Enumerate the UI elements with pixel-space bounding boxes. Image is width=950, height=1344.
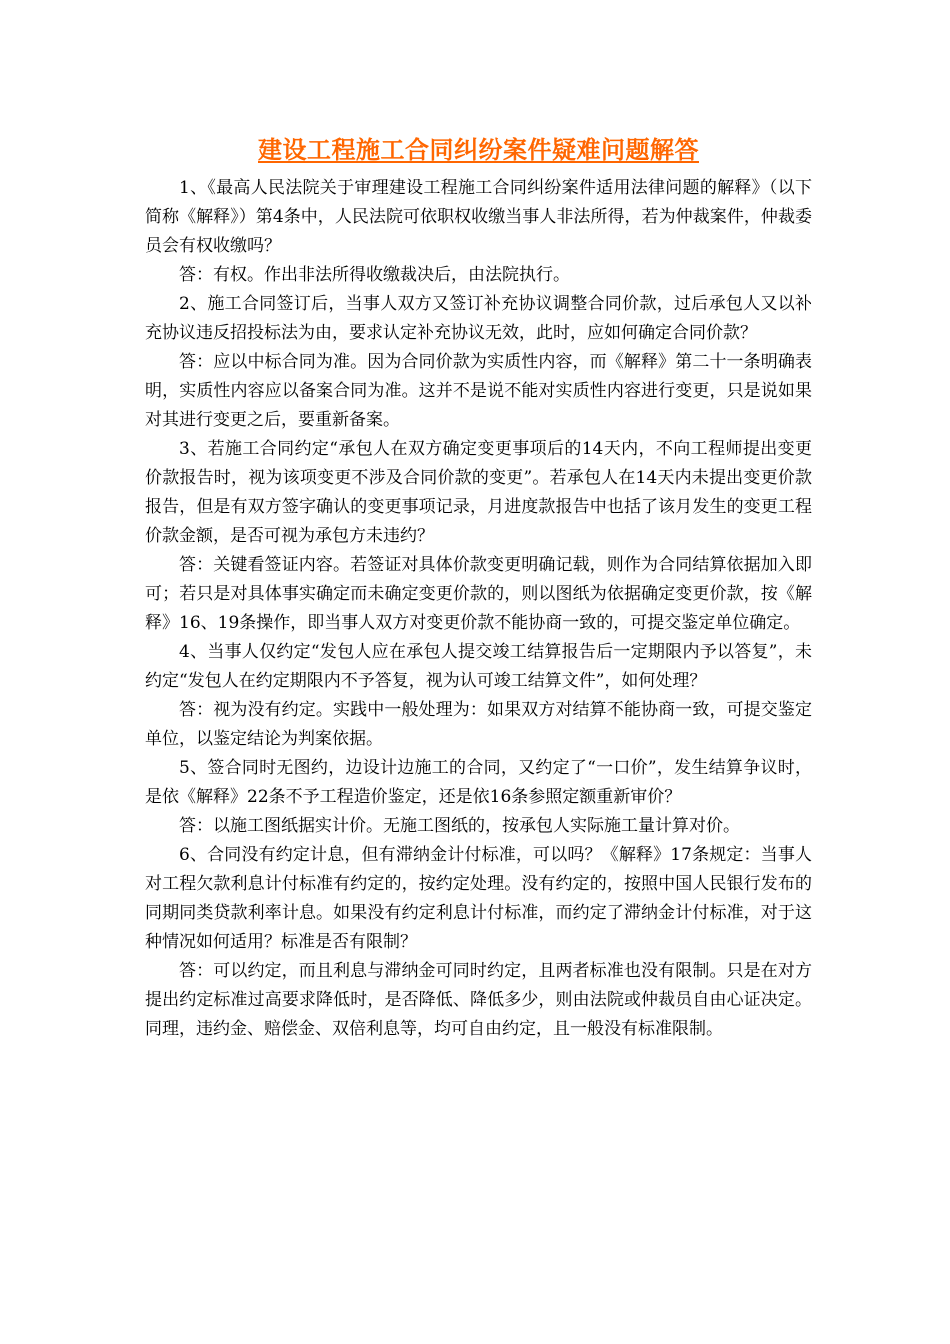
question-6: 6、合同没有约定计息，但有滞纳金计付标准，可以吗？《解释》17条规定：当事人对工程欠款利息计付标准有约定的，按约定处理。没有约定的，按照中国人民银行发布的同期同类贷款利率计息。如果没有约定利息计付标准，而约定了滞纳金计付标准，对于这种情况如何适用？标准是否有限制？ xyxy=(145,845,812,952)
answer-6: 答：可以约定，而且利息与滞纳金可同时约定，且两者标准也没有限制。只是在对方提出约定标准过高要求降低时，是否降低、降低多少，则由法院或仲裁员自由心证决定。同理，违约金、赔偿金、双倍利息等，均可自由约定，且一般没有标准限制。 xyxy=(145,961,812,1039)
question-2: 2、施工合同签订后，当事人双方又签订补充协议调整合同价款，过后承包人又以补充协议违反招投标法为由，要求认定补充协议无效，此时，应如何确定合同价款？ xyxy=(145,294,812,343)
question-3: 3、若施工合同约定“承包人在双方确定变更事项后的14天内，不向工程师提出变更价款报告时，视为该项变更不涉及合同价款的变更”。若承包人在14天内未提出变更价款报告，但是有双方签字确认的变更事项记录，月进度款报告中也括了该月发生的变更工程价款金额，是否可视为承包方未违约？ xyxy=(145,439,812,546)
question-5: 5、签合同时无图约，边设计边施工的合同，又约定了“一口价”，发生结算争议时，是依《解释》22条不予工程造价鉴定，还是依16条参照定额重新审价？ xyxy=(145,758,812,807)
document-title: 建设工程施工合同纠纷案件疑难问题解答 xyxy=(258,135,699,164)
question-4: 4、当事人仅约定“发包人应在承包人提交竣工结算报告后一定期限内予以答复”，未约定“发包人在约定期限内不予答复，视为认可竣工结算文件”，如何处理？ xyxy=(145,642,812,691)
answer-4: 答：视为没有约定。实践中一般处理为：如果双方对结算不能协商一致，可提交鉴定单位，以鉴定结论为判案依据。 xyxy=(145,700,812,749)
document-page xyxy=(145,128,812,1044)
question-1: 1、《最高人民法院关于审理建设工程施工合同纠纷案件适用法律问题的解释》（以下简称《解释》）第4条中，人民法院可依职权收缴当事人非法所得，若为仲裁案件，仲裁委员会有权收缴吗？ xyxy=(145,178,812,256)
answer-5: 答：以施工图纸据实计价。无施工图纸的，按承包人实际施工量计算对价。 xyxy=(179,816,740,836)
answer-2: 答：应以中标合同为准。因为合同价款为实质性内容，而《解释》第二十一条明确表明，实质性内容应以备案合同为准。这并不是说不能对实质性内容进行变更，只是说如果对其进行变更之后，要重新备案。 xyxy=(145,352,812,430)
answer-3: 答：关键看签证内容。若签证对具体价款变更明确记载，则作为合同结算依据加入即可；若只是对具体事实确定而未确定变更价款的，则以图纸为依据确定变更价款，按《解释》16、19条操作，即当事人双方对变更价款不能协商一致的，可提交鉴定单位确定。 xyxy=(145,555,812,633)
answer-1: 答：有权。作出非法所得收缴裁决后，由法院执行。 xyxy=(179,265,570,285)
